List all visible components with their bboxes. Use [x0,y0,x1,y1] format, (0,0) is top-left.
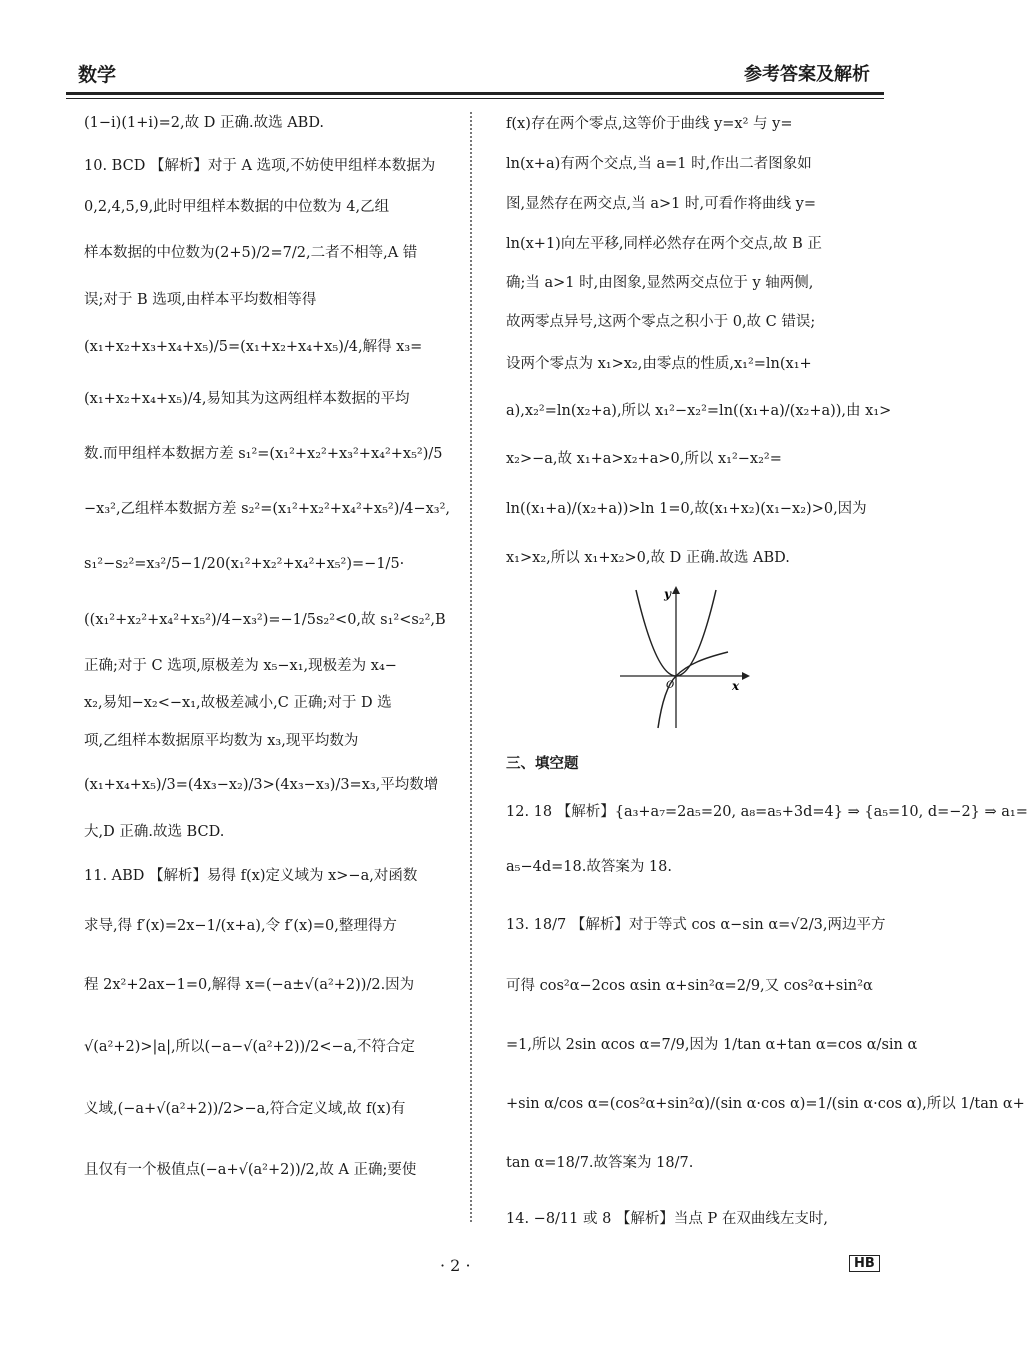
answer-key-title: 参考答案及解析 [744,64,870,85]
q13-line-4: +sin α/cos α=(cos²α+sin²α)/(sin α·cos α)=1/(sin α·cos α),所以 1/tan α+ [506,1096,1025,1112]
q10-line-4: 误;对于 B 选项,由样本平均数相等得 [84,292,317,308]
section-fill-in-heading: 三、填空题 [506,756,579,772]
q10-line-6: (x₁+x₂+x₄+x₅)/4,易知其为这两组样本数据的平均 [84,391,410,407]
q11-line-4: √(a²+2)>|a|,所以(−a−√(a²+2))/2<−a,不符合定 [84,1039,415,1055]
q12-line-1: 12. 18 【解析】{a₃+a₇=2a₅=20, a₈=a₅+3d=4} ⇒ {a₅=10, d=−2} ⇒ a₁= [506,804,1028,820]
q11-cont-line-3: 图,显然存在两交点,当 a>1 时,可看作将曲线 y= [506,196,817,212]
header-rule-thin [66,98,884,99]
q10-line-3: 样本数据的中位数为(2+5)/2=7/2,二者不相等,A 错 [84,245,418,261]
q10-line-12: x₂,易知−x₂<−x₁,故极差减小,C 正确;对于 D 选 [84,695,392,711]
q10-line-9: s₁²−s₂²=x₃²/5−1/20(x₁²+x₂²+x₄²+x₅²)=−1/5· [84,556,405,572]
q11-cont-line-9: x₂>−a,故 x₁+a>x₂+a>0,所以 x₁²−x₂²= [506,451,782,467]
q14-line-1: 14. −8/11 或 8 【解析】当点 P 在双曲线左支时, [506,1211,829,1227]
q11-line-5: 义域,(−a+√(a²+2))/2>−a,符合定义域,故 f(x)有 [84,1101,406,1117]
q11-cont-line-10: ln((x₁+a)/(x₂+a))>ln 1=0,故(x₁+x₂)(x₁−x₂)>0,因为 [506,501,867,517]
q11-line-2: 求导,得 f′(x)=2x−1/(x+a),令 f′(x)=0,整理得方 [84,918,397,934]
q10-line-5: (x₁+x₂+x₃+x₄+x₅)/5=(x₁+x₂+x₄+x₅)/4,解得 x₃= [84,339,423,355]
subject-title: 数学 [78,64,117,86]
q11-line-3: 程 2x²+2ax−1=0,解得 x=(−a±√(a²+2))/2.因为 [84,977,415,993]
q11-line-6: 且仅有一个极值点(−a+√(a²+2))/2,故 A 正确;要使 [84,1162,417,1178]
q11-cont-line-2: ln(x+a)有两个交点,当 a=1 时,作出二者图象如 [506,156,812,172]
page-number: · 2 · [440,1256,471,1275]
function-graph [616,580,756,730]
x-axis-label: x [732,679,740,693]
q11-cont-line-5: 确;当 a>1 时,由图象,显然两交点位于 y 轴两侧, [506,275,814,291]
q11-cont-line-6: 故两零点异号,这两个零点之积小于 0,故 C 错误; [506,314,816,330]
q10-line-10: ((x₁²+x₂²+x₄²+x₅²)/4−x₃²)=−1/5s₂²<0,故 s₁²<s₂²,B [84,612,446,628]
q13-line-2: 可得 cos²α−2cos αsin α+sin²α=2/9,又 cos²α+sin²α [506,978,873,994]
q11-cont-line-1: f(x)存在两个零点,这等价于曲线 y=x² 与 y= [506,116,793,132]
left-column [84,104,472,1200]
q10-line-1: 10. BCD 【解析】对于 A 选项,不妨使甲组样本数据为 [84,158,436,174]
q13-line-3: =1,所以 2sin αcos α=7/9,因为 1/tan α+tan α=cos α/sin α [506,1037,918,1053]
q11-cont-line-7: 设两个零点为 x₁>x₂,由零点的性质,x₁²=ln(x₁+ [506,356,812,372]
q13-line-5: tan α=18/7.故答案为 18/7. [506,1155,694,1171]
header-rule-thick [66,92,884,95]
q12-line-2: a₅−4d=18.故答案为 18. [506,859,672,875]
edition-code: HB [849,1255,880,1272]
q10-line-7: 数.而甲组样本数据方差 s₁²=(x₁²+x₂²+x₃²+x₄²+x₅²)/5 [84,446,443,462]
q10-line-15: 大,D 正确.故选 BCD. [84,824,225,840]
y-axis-label: y [664,587,671,601]
q11-cont-line-11: x₁>x₂,所以 x₁+x₂>0,故 D 正确.故选 ABD. [506,550,790,566]
q11-cont-line-8: a),x₂²=ln(x₂+a),所以 x₁²−x₂²=ln((x₁+a)/(x₂+a)),由 x₁> [506,403,892,419]
q10-line-14: (x₁+x₄+x₅)/3=(4x₃−x₂)/3>(4x₃−x₃)/3=x₃,平均数增 [84,777,439,793]
q13-line-1: 13. 18/7 【解析】对于等式 cos α−sin α=√2/3,两边平方 [506,917,886,933]
q9-conclusion: (1−i)(1+i)=2,故 D 正确.故选 ABD. [84,115,325,131]
q10-line-8: −x₃²,乙组样本数据方差 s₂²=(x₁²+x₂²+x₄²+x₅²)/4−x₃², [84,501,451,517]
q10-line-11: 正确;对于 C 选项,原极差为 x₅−x₁,现极差为 x₄− [84,658,397,674]
y-axis-arrow-icon [672,586,680,594]
q11-cont-line-4: ln(x+1)向左平移,同样必然存在两个交点,故 B 正 [506,236,822,252]
x-axis-arrow-icon [742,672,750,680]
q11-line-1: 11. ABD 【解析】易得 f(x)定义域为 x>−a,对函数 [84,868,418,884]
q10-line-13: 项,乙组样本数据原平均数为 x₃,现平均数为 [84,733,359,749]
q10-line-2: 0,2,4,5,9,此时甲组样本数据的中位数为 4,乙组 [84,199,390,215]
origin-label: O [666,680,675,691]
